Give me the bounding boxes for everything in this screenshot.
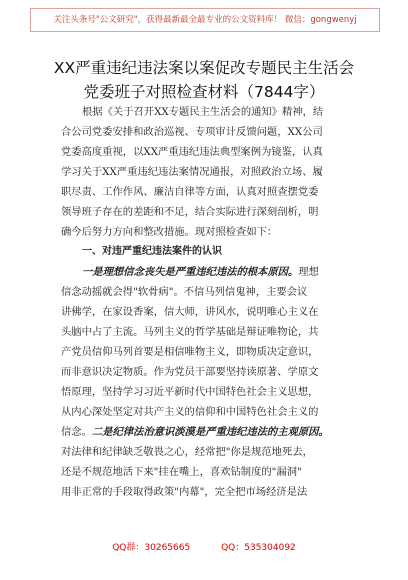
paragraph-line	[61, 262, 351, 282]
paragraph-line: 悟原理，坚持学习习近平新时代中国特色社会主义思想，	[61, 386, 319, 398]
paragraph-line: 信念动摇就会得"软骨病"。不信马列信鬼神，主要会议	[61, 286, 308, 298]
point-one-lead: 一是理想信念丧失是严重违纪违法的根本原因。	[82, 266, 299, 278]
paragraph-line: 讲佛学，在家设香案，信大师，讲风水，说明唯心主义在	[61, 306, 319, 318]
paragraph-line: 对法律和纪律缺乏敬畏之心，经常把"你是规范地死去，	[61, 446, 313, 458]
section-heading: 一、对违严重纪违法案件的认识	[82, 246, 222, 257]
footer-contacts	[0, 540, 408, 553]
paragraph-line: 根据《关于召开XX专题民主生活会的通知》精神，结	[82, 106, 324, 118]
paragraph-line: 产党员信仰马列首要是相信唯物主义，即物质决定意识，	[61, 346, 319, 358]
paragraph-line: 领导班子存在的差距和不足，结合实际进行深刻剖析，明	[61, 206, 319, 218]
paragraph-line: 还是不规范地活下来"挂在嘴上，喜欢钻制度的"漏洞"	[61, 466, 302, 478]
document-title-line-1: XX严重违纪违法案以案促改专题民主生活会	[53, 59, 355, 77]
paragraph-line: 从内心深处坚定对共产主义的信仰和中国特色社会主义的	[61, 406, 319, 418]
paragraph-line: 用非正常的手段取得政策"内幕"，完全把市场经济是法	[61, 486, 308, 498]
paragraph-line: 头脑中占了主流。马列主义的哲学基础是辩证唯物论，共	[61, 326, 319, 338]
paragraph-line: 党委高度重视，以XX严重违纪违法典型案例为镜鉴，认真	[61, 146, 323, 158]
paragraph-line: 合公司党委安排和政治巡视、专项审计反馈问题，XX公司	[61, 126, 323, 138]
document-title-line-2: 党委班子对照检查材料（7844字）	[83, 83, 325, 101]
paragraph-text: 理想	[298, 266, 319, 278]
paragraph-line: 确今后努力方向和整改措施。现对照检查如下：	[61, 226, 278, 238]
document-body	[61, 102, 351, 502]
paragraph-line: 学习关于XX严重违纪违法案情况通报，对照政治立场、履	[61, 166, 323, 178]
paragraph-line: 而非意识决定物质。作为党员干部要坚持读原著、学原文	[61, 366, 319, 378]
paragraph-line	[61, 422, 351, 442]
qq-number: QQ：535304092	[221, 543, 296, 553]
promo-banner: 关注头条号"公文研究"，获得最新最全最专业的公文资料库！ 微信：gongwenyj	[30, 8, 380, 32]
paragraph-text: 信念。	[61, 426, 92, 438]
paragraph-line: 职尽责、工作作风、廉洁自律等方面，认真对照查摆党委	[61, 186, 319, 198]
point-two-lead: 二是纪律法治意识淡漠是严重违纪违法的主观原因。	[91, 426, 329, 438]
qq-group: QQ群：30265665	[112, 543, 191, 553]
